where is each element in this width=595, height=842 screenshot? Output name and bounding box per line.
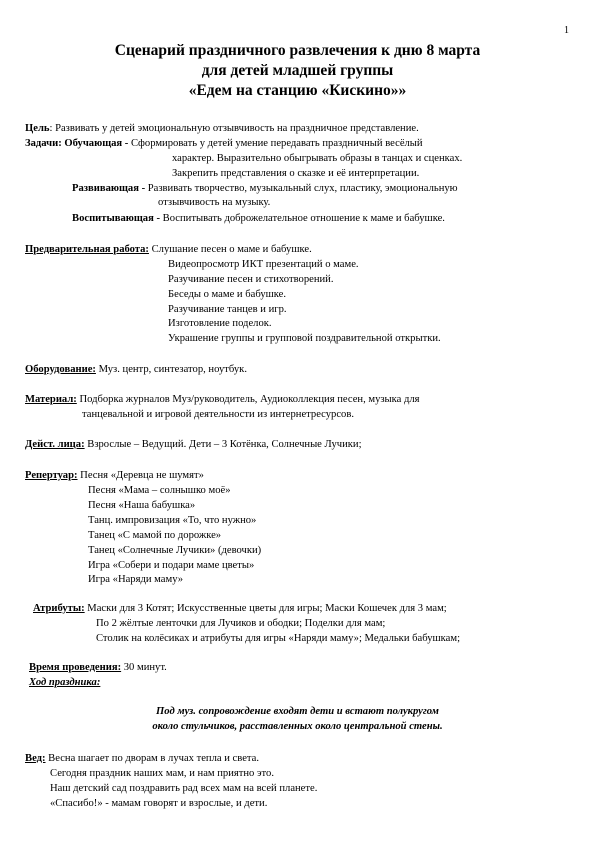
repertoire-item: Танц. импровизация «То, что нужно»: [88, 515, 257, 526]
course: [29, 676, 100, 689]
lead-line-1: Весна шагает по дворам в лучах тепла и света.: [45, 753, 260, 764]
lead-label: Вед:: [25, 753, 46, 764]
attributes-line-1: Маски для 3 Котят; Искусственные цветы для игры; Маски Кошечек для 3 мам;: [84, 603, 447, 614]
goal-text: : Развивать у детей эмоциональную отзывчивость на праздничное представление.: [49, 123, 419, 134]
tasks-label: Задачи:: [25, 138, 62, 149]
attributes-line-3: Столик на колёсиках и атрибуты для игры «Наряди маму»; Медальки бабушкам;: [96, 633, 461, 644]
stage-direction-line-2: около стульчиков, расставленных около центральной стены.: [152, 721, 443, 732]
characters-label: Дейст. лица:: [25, 439, 85, 450]
prep-item: Слушание песен о маме и бабушке.: [148, 244, 312, 255]
developing-line-2: отзывчивость на музыку.: [158, 197, 271, 208]
educating-label: Воспитывающая -: [72, 213, 161, 224]
educating-text: Воспитывать доброжелательное отношение к маме и бабушке.: [160, 213, 445, 224]
duration-label: Время проведения:: [29, 662, 122, 673]
developing-label: Развивающая -: [72, 183, 146, 194]
attributes-line-2: По 2 жёлтые ленточки для Лучиков и ободки; Поделки для мам;: [96, 618, 386, 629]
title-line-1: Сценарий праздничного развлечения к дню 8 марта: [114, 42, 481, 59]
duration-text: 30 минут.: [121, 662, 167, 673]
prep-item: Разучивание песен и стихотворений.: [168, 274, 334, 285]
course-label: Ход праздника:: [29, 677, 101, 688]
tasks-teaching: [25, 137, 423, 150]
repertoire-item: Песня «Деревца не шумят»: [77, 470, 204, 481]
goal-label: Цель: [25, 123, 50, 134]
prep-item: Беседы о маме и бабушке.: [168, 289, 287, 300]
repertoire-item: Танец «С мамой по дорожке»: [88, 530, 222, 541]
material-line-1: Подборка журналов Муз/руководитель, Аудиоколлекция песен, музыка для: [76, 394, 420, 405]
prep-item: Видеопросмотр ИКТ презентаций о маме.: [168, 259, 359, 270]
prep-item: Украшение группы и групповой поздравительной открытки.: [168, 333, 441, 344]
tasks-educating: [72, 212, 445, 225]
duration: [29, 661, 167, 674]
stage-direction-line-1: Под муз. сопровождение входят дети и встают полукругом: [156, 706, 439, 717]
lead-line-4: «Спасибо!» - мамам говорят и взрослые, и дети.: [50, 798, 268, 809]
material-label: Материал:: [25, 394, 77, 405]
teaching-line-1: Сформировать у детей умение передавать праздничный весёлый: [128, 138, 423, 149]
teaching-line-3: Закрепить представления о сказке и её интерпретации.: [172, 168, 420, 179]
teaching-label: Обучающая -: [64, 138, 129, 149]
goal: [25, 122, 419, 135]
repertoire-item: Игра «Наряди маму»: [88, 574, 184, 585]
page-number: 1: [564, 25, 569, 36]
repertoire-item: Песня «Мама – солнышко моё»: [88, 485, 231, 496]
prep-item: Изготовление поделок.: [168, 318, 272, 329]
repertoire-item: Танец «Солнечные Лучики» (девочки): [88, 545, 262, 556]
attributes-label: Атрибуты:: [33, 603, 85, 614]
repertoire-item: Песня «Наша бабушка»: [88, 500, 196, 511]
lead-line-2: Сегодня праздник наших мам, и нам приятно это.: [50, 768, 274, 779]
lead: [25, 752, 259, 765]
lead-line-3: Наш детский сад поздравить рад всех мам на всей планете.: [50, 783, 318, 794]
equipment-text: Муз. центр, синтезатор, ноутбук.: [95, 364, 247, 375]
title-line-2: для детей младшей группы: [201, 62, 394, 79]
repertoire-item: Игра «Собери и подари маме цветы»: [88, 560, 255, 571]
material-line-2: танцевальной и игровой деятельности из интернетресурсов.: [82, 409, 354, 420]
characters-text: Взрослые – Ведущий. Дети – 3 Котёнка, Солнечные Лучики;: [84, 439, 362, 450]
material: [25, 393, 420, 406]
prep-first: [25, 243, 312, 256]
teaching-line-2: характер. Выразительно обыгрывать образы в танцах и сценках.: [172, 153, 463, 164]
prep-item: Разучивание танцев и игр.: [168, 304, 287, 315]
equipment-label: Оборудование:: [25, 364, 96, 375]
developing-line-1: Развивать творчество, музыкальный слух, пластику, эмоциональную: [145, 183, 458, 194]
tasks-developing: [72, 182, 458, 195]
characters: [25, 438, 362, 451]
attributes: [33, 602, 447, 615]
repertoire-first: [25, 469, 204, 482]
equipment: [25, 363, 247, 376]
title-line-3: «Едем на станцию «Кискино»»: [188, 82, 407, 99]
repertoire-label: Репертуар:: [25, 470, 78, 481]
prep-label: Предварительная работа:: [25, 244, 149, 255]
